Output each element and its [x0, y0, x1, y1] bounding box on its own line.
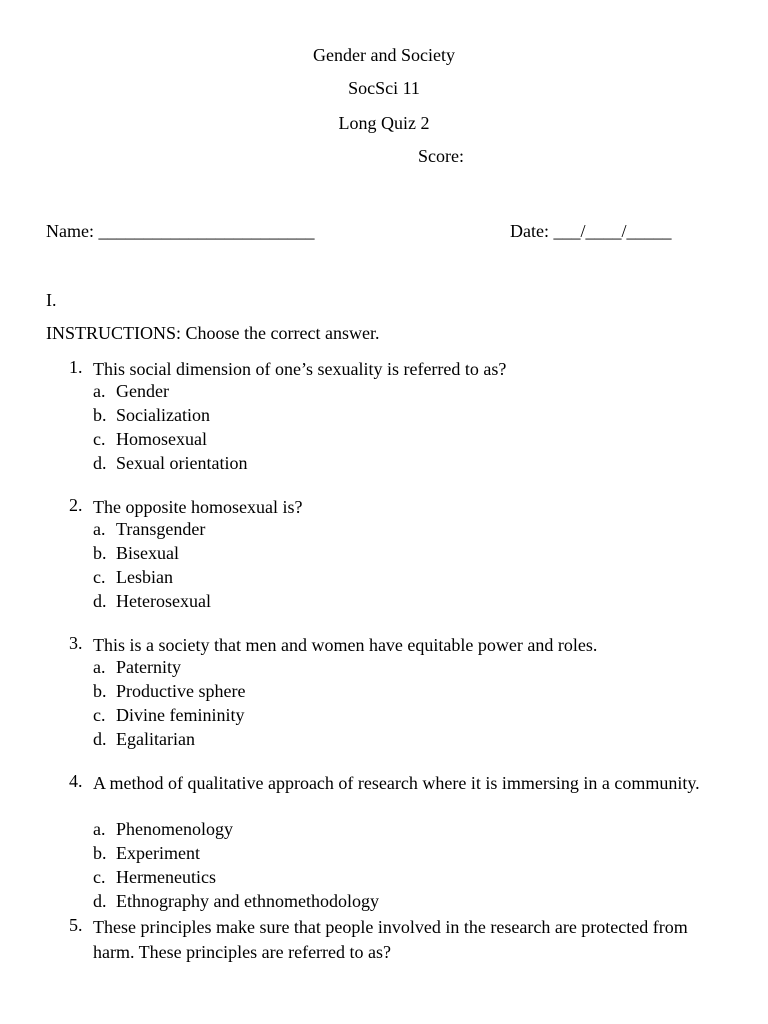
document-title: Gender and Society [313, 45, 455, 65]
option-a: a. Phenomenology [93, 819, 233, 839]
question-number: 3. [69, 633, 83, 653]
question-number: 4. [69, 771, 83, 791]
option-b: b. Socialization [93, 405, 210, 425]
option-b: b. Productive sphere [93, 681, 246, 701]
question-number: 2. [69, 495, 83, 515]
option-a: a. Gender [93, 381, 169, 401]
question-text: A method of qualitative approach of research where it is immersing in a community. [93, 773, 700, 793]
question-number: 1. [69, 357, 83, 377]
date-field: Date: ___/____/_____ [510, 221, 672, 241]
option-c: c. Homosexual [93, 429, 207, 449]
question-text: The opposite homosexual is? [93, 497, 303, 517]
option-b: b. Experiment [93, 843, 200, 863]
instructions: INSTRUCTIONS: Choose the correct answer. [46, 323, 380, 343]
option-a: a. Paternity [93, 657, 181, 677]
section-number: I. [46, 290, 57, 310]
quiz-title: Long Quiz 2 [338, 113, 430, 133]
option-a: a. Transgender [93, 519, 206, 539]
name-field: Name: ________________________ [46, 221, 315, 241]
option-d: d. Ethnography and ethnomethodology [93, 891, 379, 911]
option-d: d. Egalitarian [93, 729, 195, 749]
course-code: SocSci 11 [348, 78, 420, 98]
option-c: c. Lesbian [93, 567, 173, 587]
question-text: These principles make sure that people involved in the research are protected from harm. These principles are referred to as? [93, 917, 688, 962]
question-number: 5. [69, 915, 83, 935]
option-c: c. Divine femininity [93, 705, 245, 725]
option-d: d. Heterosexual [93, 591, 211, 611]
question-text: This social dimension of one’s sexuality is referred to as? [93, 359, 507, 379]
option-d: d. Sexual orientation [93, 453, 248, 473]
question-text: This is a society that men and women have equitable power and roles. [93, 635, 598, 655]
option-b: b. Bisexual [93, 543, 179, 563]
score-label: Score: [418, 146, 464, 166]
option-c: c. Hermeneutics [93, 867, 216, 887]
